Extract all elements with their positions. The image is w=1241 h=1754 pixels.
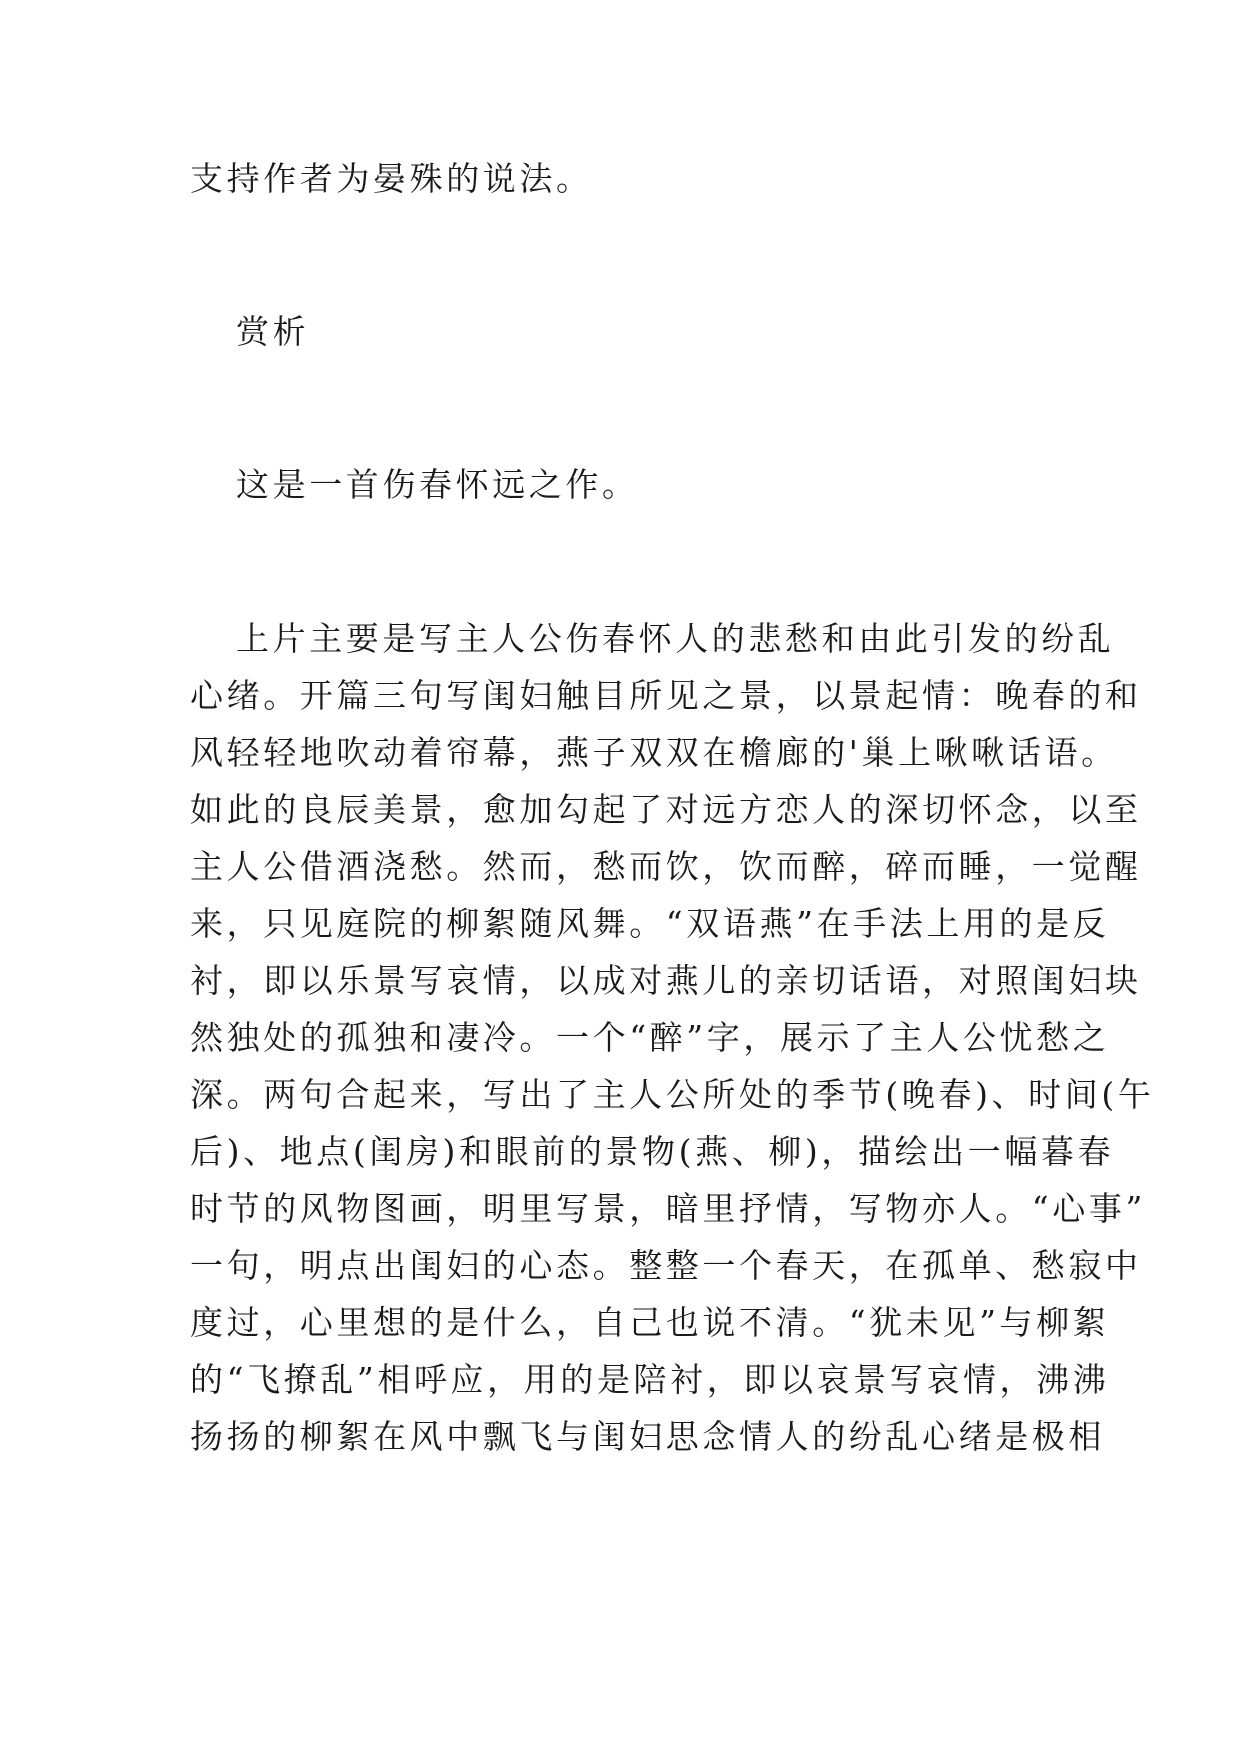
intro-tail-paragraph xyxy=(190,150,1060,207)
analysis-line: 时节的风物图画，明里写景，暗里抒情，写物亦人。“心事” xyxy=(190,1189,1146,1228)
analysis-line: 上片主要是写主人公伤春怀人的悲愁和由此引发的纷乱 xyxy=(236,619,1115,658)
analysis-line: 心绪。开篇三句写闺妇触目所见之景，以景起情：晚春的和 xyxy=(190,676,1142,715)
analysis-line: 度过，心里想的是什么，自己也说不清。“犹未见”与柳絮 xyxy=(190,1303,1110,1342)
section-heading xyxy=(190,303,1060,360)
analysis-line: 来，只见庭院的柳絮随风舞。“双语燕”在手法上用的是反 xyxy=(190,904,1110,943)
intro-tail-text: 支持作者为晏殊的说法。 xyxy=(190,159,593,198)
analysis-line: 如此的良辰美景，愈加勾起了对远方恋人的深切怀念，以至 xyxy=(190,790,1142,829)
analysis-line: 衬，即以乐景写哀情，以成对燕儿的亲切话语，对照闺妇块 xyxy=(190,961,1142,1000)
analysis-line: 风轻轻地吹动着帘幕，燕子双双在檐廊的'巢上啾啾话语。 xyxy=(190,733,1118,772)
summary-text: 这是一首伤春怀远之作。 xyxy=(236,465,639,504)
analysis-paragraph xyxy=(190,610,1155,1465)
analysis-line: 然独处的孤独和凄冷。一个“醉”字，展示了主人公忧愁之 xyxy=(190,1018,1110,1057)
analysis-line: 的“飞撩乱”相呼应，用的是陪衬，即以哀景写哀情，沸沸 xyxy=(190,1360,1110,1399)
analysis-line: 一句，明点出闺妇的心态。整整一个春天，在孤单、愁寂中 xyxy=(190,1246,1142,1285)
analysis-line: 主人公借酒浇愁。然而，愁而饮，饮而醉，碎而睡，一觉醒 xyxy=(190,847,1142,886)
analysis-line: 扬扬的柳絮在风中飘飞与闺妇思念情人的纷乱心绪是极相 xyxy=(190,1417,1105,1456)
analysis-line: 深。两句合起来，写出了主人公所处的季节(晚春)、时间(午 xyxy=(190,1075,1155,1114)
analysis-line: 后)、地点(闺房)和眼前的景物(燕、柳)，描绘出一幅暮春 xyxy=(190,1132,1115,1171)
section-heading-text: 赏析 xyxy=(236,312,310,351)
summary-paragraph xyxy=(190,456,1060,513)
